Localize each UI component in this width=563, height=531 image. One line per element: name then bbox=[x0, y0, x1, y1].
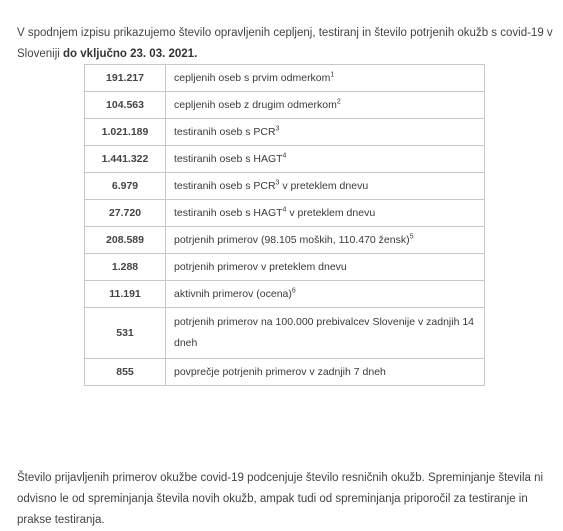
row-value: 1.441.322 bbox=[85, 146, 166, 173]
row-label: cepljenih oseb s prvim odmerkom$^1$ bbox=[166, 65, 485, 92]
row-value: 6.979 bbox=[85, 173, 166, 200]
table-row bbox=[85, 173, 485, 200]
row-label: povprečje potrjenih primerov v zadnjih 7 dneh bbox=[166, 359, 485, 386]
row-value: 855 bbox=[85, 359, 166, 386]
footnote-marker: 5 bbox=[409, 233, 414, 240]
intro-date: do vključno 23. 03. 2021. bbox=[63, 47, 198, 60]
row-label: potrjenih primerov (98.105 moških, 110.470 žensk)$^5$ bbox=[166, 227, 485, 254]
statistics-table bbox=[84, 64, 485, 386]
row-value: 531 bbox=[85, 308, 166, 359]
table-row bbox=[85, 359, 485, 386]
row-label: testiranih oseb s HAGT$^4$ bbox=[166, 146, 485, 173]
footnote-marker: 4 bbox=[282, 206, 287, 213]
footnote-marker: 3 bbox=[275, 125, 280, 132]
intro-text: V spodnjem izpisu prikazujemo število opravljenih cepljenj, testiranj in število potrjenih okužb s covid-19 v Sloveniji bbox=[17, 26, 553, 60]
row-label: potrjenih primerov na 100.000 prebivalcev Slovenije v zadnjih 14 dneh bbox=[166, 308, 485, 359]
table-row bbox=[85, 200, 485, 227]
row-value: 1.288 bbox=[85, 254, 166, 281]
row-label: testiranih oseb s PCR$^3$ v preteklem dnevu bbox=[166, 173, 485, 200]
row-value: 27.720 bbox=[85, 200, 166, 227]
table-row bbox=[85, 308, 485, 359]
footnote-marker: 4 bbox=[282, 152, 287, 159]
row-label: aktivnih primerov (ocena)$^6$ bbox=[166, 281, 485, 308]
row-value: 104.563 bbox=[85, 92, 166, 119]
row-value: 208.589 bbox=[85, 227, 166, 254]
row-value: 191.217 bbox=[85, 65, 166, 92]
table-row bbox=[85, 146, 485, 173]
table-row bbox=[85, 92, 485, 119]
row-label: testiranih oseb s HAGT$^4$ v preteklem dnevu bbox=[166, 200, 485, 227]
row-label: testiranih oseb s PCR$^3$ bbox=[166, 119, 485, 146]
footnote-marker: 6 bbox=[291, 287, 296, 294]
row-value: 11.191 bbox=[85, 281, 166, 308]
row-label: potrjenih primerov v preteklem dnevu bbox=[166, 254, 485, 281]
footnote-marker: 1 bbox=[330, 71, 335, 78]
row-value: 1.021.189 bbox=[85, 119, 166, 146]
table-row bbox=[85, 65, 485, 92]
intro-paragraph bbox=[17, 23, 555, 65]
table-row bbox=[85, 227, 485, 254]
footnote-marker: 3 bbox=[275, 179, 280, 186]
table-row bbox=[85, 119, 485, 146]
disclaimer-paragraph: Število prijavljenih primerov okužbe covid-19 podcenjuje število resničnih okužb. Spreminjanje števila ni odvisno le od spreminjanja števila novih okužb, ampak tudi od spreminjanja priporočil za testiranje in prakse testiranja. bbox=[17, 471, 544, 526]
row-label: cepljenih oseb z drugim odmerkom$^2$ bbox=[166, 92, 485, 119]
footnote-marker: 2 bbox=[336, 98, 341, 105]
table-row bbox=[85, 281, 485, 308]
table-row bbox=[85, 254, 485, 281]
